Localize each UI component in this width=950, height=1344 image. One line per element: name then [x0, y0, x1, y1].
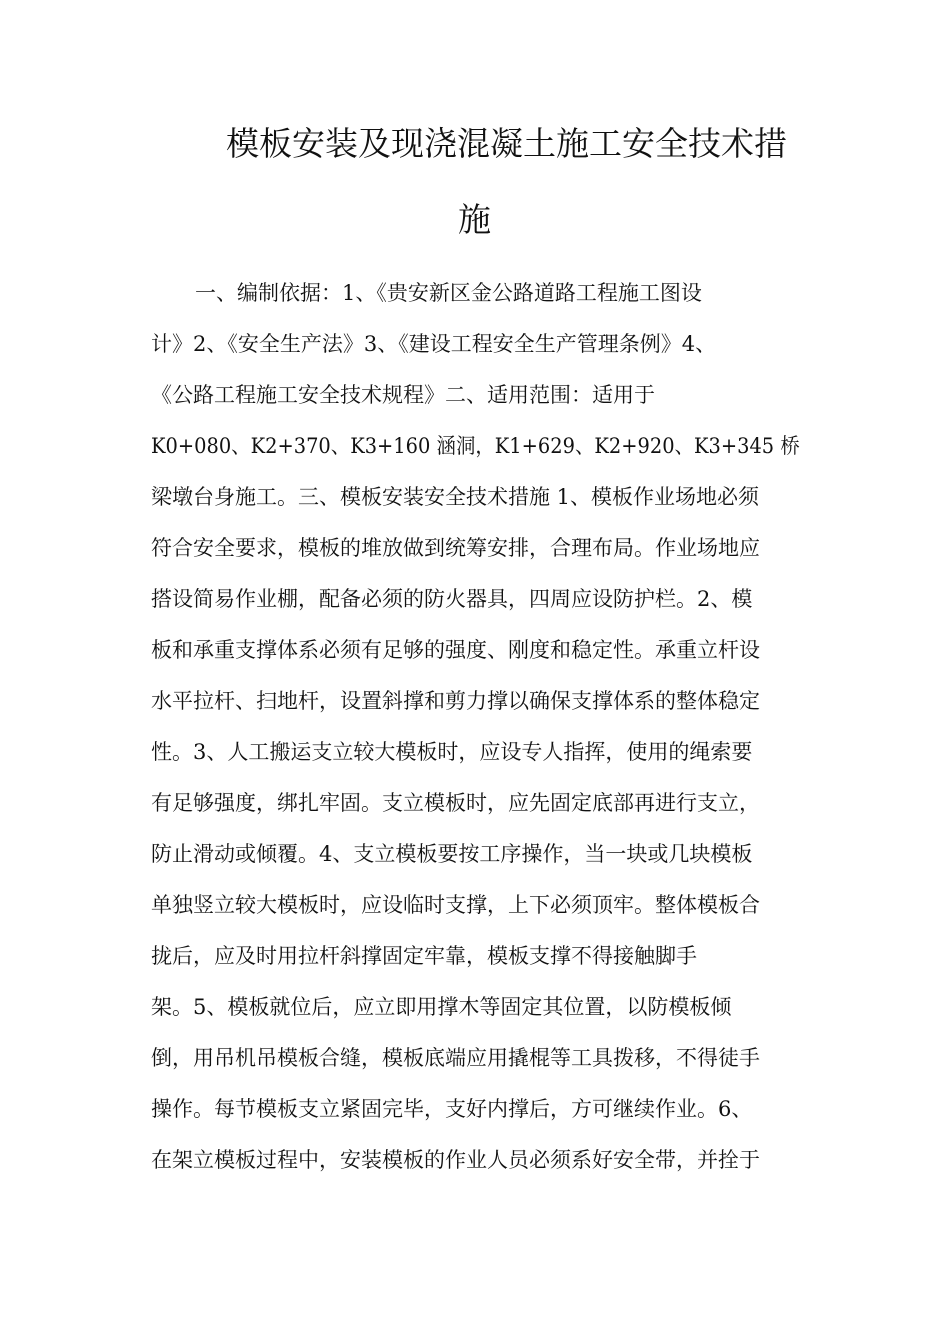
- body-text-line: 计》2、《安全生产法》3、《建设工程安全生产管理条例》4、: [151, 332, 717, 356]
- body-text-line: 梁墩台身施工。三、模板安装安全技术措施 1、模板作业场地必须: [151, 485, 760, 509]
- body-text-line: K0+080、K2+370、K3+160 涵洞，K1+629、K2+920、K3+345 桥: [151, 434, 800, 458]
- body-text-line: 操作。每节模板支立紧固完毕，支好内撑后，方可继续作业。6、: [151, 1097, 753, 1121]
- document-title-line-2: 施: [458, 200, 491, 239]
- body-text-line: 搭设简易作业棚，配备必须的防火器具，四周应设防护栏。2、模: [151, 587, 753, 611]
- body-text-line: 防止滑动或倾覆。4、支立模板要按工序操作，当一块或几块模板: [151, 842, 753, 866]
- body-text-line: 倒，用吊机吊模板合缝，模板底端应用撬棍等工具拨移，不得徒手: [151, 1046, 760, 1070]
- body-text-line: 架。5、模板就位后，应立即用撑木等固定其位置，以防模板倾: [151, 995, 732, 1019]
- body-text-line: 有足够强度，绑扎牢固。支立模板时，应先固定底部再进行支立，: [151, 791, 760, 815]
- body-text-line: 符合安全要求，模板的堆放做到统筹安排，合理布局。作业场地应: [151, 536, 760, 560]
- body-text-line: 在架立模板过程中，安装模板的作业人员必须系好安全带，并拴于: [151, 1148, 760, 1172]
- body-text-line: 《公路工程施工安全技术规程》二、适用范围：适用于: [151, 383, 655, 407]
- body-text-line: 单独竖立较大模板时，应设临时支撑，上下必须顶牢。整体模板合: [151, 893, 760, 917]
- body-text-line: 性。3、人工搬运支立较大模板时，应设专人指挥，使用的绳索要: [151, 740, 753, 764]
- body-text-line: 一、编制依据：1、《贵安新区金公路道路工程施工图设: [195, 281, 702, 305]
- body-text-line: 拢后，应及时用拉杆斜撑固定牢靠，模板支撑不得接触脚手: [151, 944, 697, 968]
- document-title-line-1: 模板安装及现浇混凝土施工安全技术措: [226, 124, 787, 163]
- body-text-line: 水平拉杆、扫地杆，设置斜撑和剪力撑以确保支撑体系的整体稳定: [151, 689, 760, 713]
- body-text-line: 板和承重支撑体系必须有足够的强度、刚度和稳定性。承重立杆设: [151, 638, 760, 662]
